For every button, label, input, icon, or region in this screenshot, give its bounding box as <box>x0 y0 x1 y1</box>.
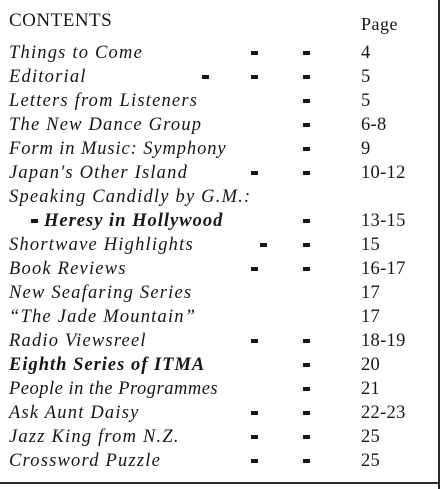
toc-entry-title: Editorial <box>9 67 87 87</box>
toc-entry-title: Letters from Listeners <box>9 91 199 111</box>
leader-dash <box>303 267 310 271</box>
toc-entry-title: New Seafaring Series <box>9 283 193 303</box>
leader-dash <box>251 435 258 439</box>
toc-entry <box>0 113 436 137</box>
toc-entry <box>0 449 436 473</box>
toc-entry-page: 20 <box>361 355 381 375</box>
toc-entry-page: 5 <box>361 91 371 111</box>
toc-entry <box>0 329 436 353</box>
leader-dash <box>251 459 258 463</box>
leader-dash <box>251 171 258 175</box>
leader-dash <box>251 339 258 343</box>
toc-entry <box>0 233 436 257</box>
leader-dash <box>303 51 310 55</box>
leader-dash <box>303 147 310 151</box>
toc-entry-page: 21 <box>361 379 381 399</box>
toc-entry-page: 9 <box>361 139 371 159</box>
right-border-rule <box>438 0 440 489</box>
toc-entry <box>0 425 436 449</box>
toc-entry-page: 5 <box>361 67 371 87</box>
toc-entry-title: The New Dance Group <box>9 115 203 135</box>
toc-entry-title: Things to Come <box>9 43 143 63</box>
toc-entry <box>0 257 436 281</box>
toc-entry-title: Japan's Other Island <box>9 163 189 183</box>
toc-entry <box>0 41 436 65</box>
toc-entry-title: Book Reviews <box>9 259 127 279</box>
toc-entry-page: 4 <box>361 43 371 63</box>
leader-dash <box>303 339 310 343</box>
toc-entry-title: Heresy in Hollywood <box>44 211 224 231</box>
toc-entry-page: 13-15 <box>361 211 406 231</box>
leader-dash <box>303 363 310 367</box>
toc-entry <box>0 89 436 113</box>
toc-entry-title: Radio Viewsreel <box>9 331 147 351</box>
leader-dash <box>251 75 258 79</box>
toc-entry <box>0 65 436 89</box>
toc-entry-page: 16-17 <box>361 259 406 279</box>
toc-entry-title: “The Jade Mountain” <box>9 307 197 327</box>
toc-entry-title: Ask Aunt Daisy <box>9 403 140 423</box>
bottom-border-rule <box>0 482 440 484</box>
toc-entry-page: 10-12 <box>361 163 406 183</box>
toc-entry <box>0 353 436 377</box>
page-column-heading: Page <box>361 14 398 34</box>
leader-dash <box>303 459 310 463</box>
leader-dash <box>303 99 310 103</box>
toc-entry <box>0 137 436 161</box>
leader-dash <box>303 411 310 415</box>
toc-entry-page: 6-8 <box>361 115 387 135</box>
toc-entry <box>0 281 436 305</box>
toc-entry <box>0 377 436 401</box>
leader-dash <box>251 51 258 55</box>
toc-entry-title: Form in Music: Symphony <box>9 139 227 159</box>
leader-dash <box>260 243 267 247</box>
leader-dash <box>303 243 310 247</box>
toc-entry-page: 25 <box>361 427 381 447</box>
toc-entry-page: 15 <box>361 235 381 255</box>
leader-dash <box>303 123 310 127</box>
leader-dash <box>251 267 258 271</box>
toc-entry-page: 25 <box>361 451 381 471</box>
toc-entry <box>0 161 436 185</box>
leader-dash <box>303 171 310 175</box>
toc-entry-title: Shortwave Highlights <box>9 235 194 255</box>
leader-dash <box>251 411 258 415</box>
toc-entry <box>0 209 436 233</box>
toc-entry <box>0 185 436 209</box>
toc-entry <box>0 305 436 329</box>
leader-dash <box>31 219 38 223</box>
leader-dash <box>202 75 209 79</box>
leader-dash <box>303 75 310 79</box>
toc-entry-title: Crossword Puzzle <box>9 451 161 471</box>
leader-dash <box>303 387 310 391</box>
toc-entry-title: People in the Programmes <box>9 379 219 399</box>
toc-entry-page: 17 <box>361 283 381 303</box>
leader-dash <box>303 435 310 439</box>
leader-dash <box>303 219 310 223</box>
toc-entry-title: Eighth Series of ITMA <box>9 355 206 375</box>
toc-entry-page: 18-19 <box>361 331 406 351</box>
toc-entry <box>0 401 436 425</box>
toc-entry-page: 22-23 <box>361 403 406 423</box>
toc-entry-title: Speaking Candidly by G.M.: <box>9 187 252 207</box>
toc-entry-page: 17 <box>361 307 381 327</box>
contents-heading: CONTENTS <box>9 10 113 31</box>
toc-entry-title: Jazz King from N.Z. <box>9 427 180 447</box>
